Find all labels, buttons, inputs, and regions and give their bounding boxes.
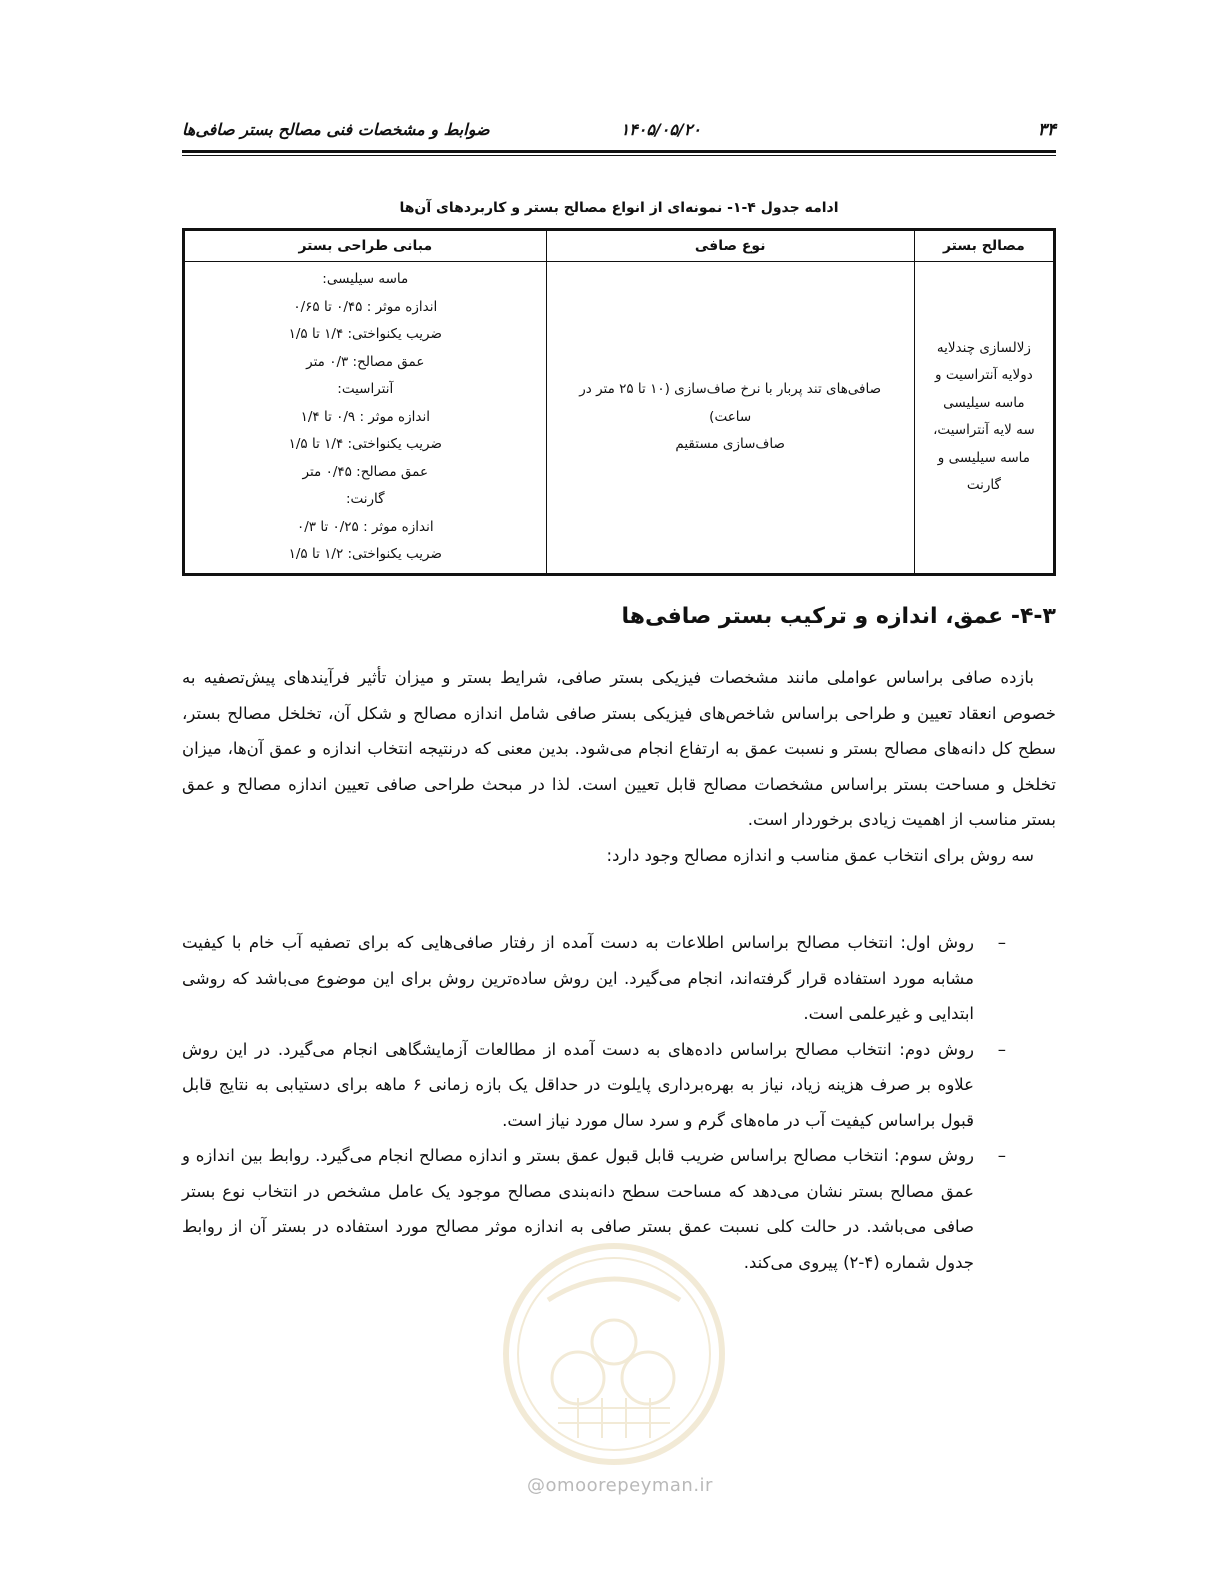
table-caption: ادامه جدول ۴-۱- نمونه‌ای از انواع مصالح بستر و کاربردهای آن‌ها: [399, 200, 839, 216]
header-media: مصالح بستر: [914, 230, 1054, 262]
header-filter-type: نوع صافی: [546, 230, 914, 262]
paragraph: بازده صافی براساس عواملی مانند مشخصات فیزیکی بستر صافی، شرایط بستر و میزان تأثیر فرآیندهای پیش‌تصفیه به خصوص انعقاد تعیین و طراحی براساس شاخص‌های فیزیکی بستر صافی شامل اندازه مصالح و شکل آن، تخلخل مصالح بستر، سطح کل دانه‌های مصالح بستر و نسبت عمق به ارتفاع انجام می‌شود. بدین معنی که درنتیجه انتخاب اندازه و عمق آن‌ها، میزان تخلخل و مساحت بستر براساس مشخصات مصالح قابل تعیین است. لذا در مبحث طراحی صافی تعیین اندازه مصالح و عمق بستر مناسب از اهمیت زیادی برخوردار است.: [182, 668, 1056, 829]
cell-media: [914, 262, 1054, 575]
bullet-dash: –: [997, 1039, 1006, 1059]
section-heading: ۴-۳- عمق، اندازه و ترکیب بستر صافی‌ها: [621, 604, 1056, 629]
basis-line: ماسه سیلیسی:: [322, 271, 409, 287]
basis-line: عمق مصالح: ۰/۴۵ متر: [302, 463, 429, 480]
cell-design-basis: [184, 262, 547, 575]
header-title: ضوابط و مشخصات فنی مصالح بستر صافی‌ها: [182, 120, 490, 139]
basis-line: گارنت:: [345, 491, 385, 507]
basis-line: اندازه موثر : ۰/۲۵ تا ۰/۳: [296, 518, 434, 535]
list-item-text: روش سوم: انتخاب مصالح براساس ضریب قابل قبول عمق بستر و اندازه مصالح انجام می‌گیرد. روابط بین اندازه و عمق مصالح بستر نشان می‌دهد که مساحت سطح دانه‌بندی مصالح موجود یک عامل مشخص در انتخاب نوع بستر صافی می‌باشد. در حالت کلی نسبت عمق بستر صافی به اندازه موثر مصالح مورد استفاده در بستر آن از روابط جدول شماره (۴-۲) پیروی می‌کند.: [182, 1146, 974, 1272]
media-line: دولایه آنتراسیت و ماسه سیلیسی: [935, 367, 1033, 411]
basis-line: عمق مصالح: ۰/۳ متر: [306, 353, 425, 370]
filter-line: صافی‌های تند پربار با نرخ صاف‌سازی (۱۰ تا ۲۵ متر در ساعت): [579, 381, 882, 425]
header-date: ۱۴۰۵/۰۵/۲۰: [620, 120, 701, 139]
filter-line: صاف‌سازی مستقیم: [675, 436, 785, 452]
header-rule: [182, 150, 1056, 153]
method-list: [182, 925, 1056, 1280]
cell-filter-type: [546, 262, 914, 575]
basis-line: اندازه موثر : ۰/۹ تا ۱/۴: [300, 408, 430, 425]
media-table: [182, 228, 1056, 576]
basis-line: ضریب یکنواختی: ۱/۴ تا ۱/۵: [288, 436, 442, 452]
basis-line: آنتراسیت:: [337, 381, 394, 397]
watermark-url: @omoorepeyman.ir: [527, 1475, 713, 1496]
header-rule-thin: [182, 155, 1056, 156]
bullet-dash: –: [997, 933, 1006, 952]
media-line: زلالسازی چندلایه: [936, 339, 1031, 356]
list-item: [182, 925, 1056, 1032]
list-item: [182, 1032, 1056, 1139]
page-header: [182, 112, 1056, 148]
page-number: ۳۴: [1037, 120, 1056, 140]
table-row: [184, 262, 1055, 575]
list-item-text: روش دوم: انتخاب مصالح براساس داده‌های به دست آمده از مطالعات آزمایشگاهی انجام می‌گیرد. در این روش علاوه بر صرف هزینه زیاد، نیاز به بهره‌برداری پایلوت در حداقل یک بازه زمانی ۶ ماهه برای دستیابی به نتایج قابل قبول براساس کیفیت آب در ماه‌های گرم و سرد سال مورد نیاز است.: [182, 1039, 974, 1130]
media-line: گارنت: [966, 477, 1001, 494]
body-text: [182, 660, 1056, 873]
media-line: سه لایه آنتراسیت، ماسه سیلیسی و: [933, 422, 1035, 466]
basis-line: ضریب یکنواختی: ۱/۴ تا ۱/۵: [288, 326, 442, 342]
table-header-row: [184, 230, 1055, 262]
basis-line: ضریب یکنواختی: ۱/۲ تا ۱/۵: [288, 546, 442, 562]
watermark-seal: [498, 1238, 730, 1470]
paragraph: سه روش برای انتخاب عمق مناسب و اندازه مصالح وجود دارد:: [606, 845, 1034, 865]
bullet-dash: –: [997, 1146, 1006, 1165]
header-design-basis: مبانی طراحی بستر: [184, 230, 547, 262]
basis-line: اندازه موثر : ۰/۴۵ تا ۰/۶۵: [293, 298, 438, 315]
list-item-text: روش اول: انتخاب مصالح براساس اطلاعات به دست آمده از رفتار صافی‌هایی که برای تصفیه آب خام با کیفیت مشابه مورد استفاده قرار گرفته‌اند، انجام می‌گیرد. این روش ساده‌ترین روش برای این موضوع می‌باشد که روشی ابتدایی و غیرعلمی است.: [182, 933, 974, 1023]
